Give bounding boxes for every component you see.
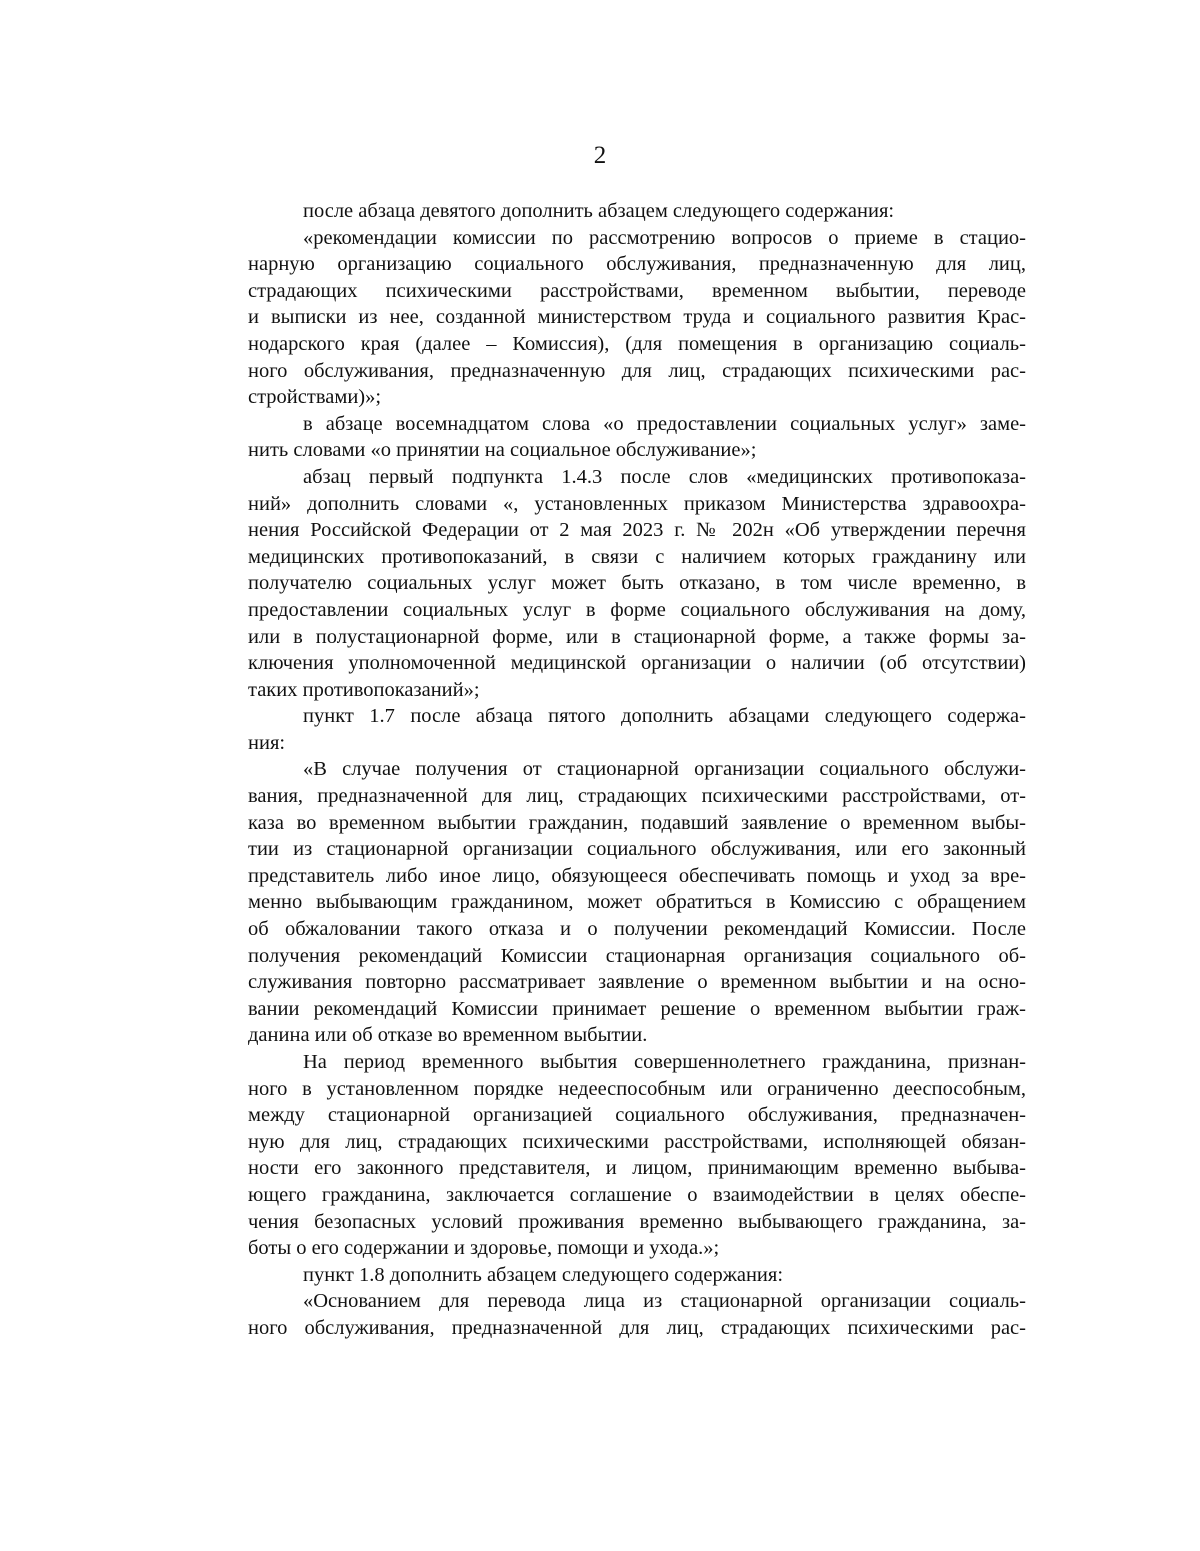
- paragraph: [248, 703, 1026, 756]
- text-line: боты о его содержании и здоровье, помощи и ухода.»;: [248, 1237, 720, 1260]
- paragraph: [248, 1288, 1026, 1341]
- paragraph: [248, 411, 1026, 464]
- text-line: нения Российской Федерации от 2 мая 2023 г. № 202н «Об утверждении перечня: [248, 519, 1026, 542]
- text-line: или в полустационарной форме, или в стационарной форме, а также формы за-: [248, 625, 1026, 648]
- text-line: данина или об отказе во временном выбытии.: [248, 1024, 648, 1047]
- text-line: На период временного выбытия совершеннолетнего гражданина, признан-: [303, 1051, 1026, 1073]
- text-line: ного обслуживания, предназначенной для лиц, страдающих психическими рас-: [248, 1316, 1026, 1339]
- text-line: предоставлении социальных услуг в форме социального обслуживания на дому,: [248, 598, 1026, 621]
- document-body: [248, 198, 1026, 1342]
- text-line: страдающих психическими расстройствами, временном выбытии, переводе: [248, 279, 1026, 302]
- text-line: «Основанием для перевода лица из стационарной организации социаль-: [303, 1290, 1026, 1313]
- text-line: ного обслуживания, предназначенную для лиц, страдающих психическими рас-: [248, 359, 1026, 382]
- page-number: 2: [593, 142, 607, 169]
- text-line: вании рекомендаций Комиссии принимает решение о временном выбытии граж-: [248, 997, 1026, 1020]
- text-line: ний» дополнить словами «, установленных приказом Министерства здравоохра-: [248, 492, 1026, 515]
- text-line: нодарского края (далее – Комиссия), (для помещения в организацию социаль-: [248, 332, 1026, 355]
- text-line: каза во временном выбытии гражданин, подавший заявление о временном выбы-: [248, 811, 1026, 834]
- text-line: между стационарной организацией социального обслуживания, предназначен-: [248, 1104, 1026, 1127]
- text-line: ного в установленном порядке недееспособным или ограниченно дееспособным,: [248, 1077, 1026, 1100]
- text-line: тии из стационарной организации социального обслуживания, или его законный: [248, 838, 1026, 861]
- text-line: после абзаца девятого дополнить абзацем следующего содержания:: [303, 200, 895, 222]
- text-line: об обжаловании такого отказа и о получении рекомендаций Комиссии. После: [248, 918, 1026, 941]
- text-line: представитель либо иное лицо, обязующееся обеспечивать помощь и уход за вре-: [248, 864, 1026, 887]
- text-line: медицинских противопоказаний, в связи с наличием которых гражданину или: [248, 545, 1026, 568]
- text-line: ключения уполномоченной медицинской организации о наличии (об отсутствии): [248, 652, 1026, 675]
- text-line: абзац первый подпункта 1.4.3 после слов «медицинских противопоказа-: [303, 465, 1026, 488]
- text-line: пункт 1.7 после абзаца пятого дополнить абзацами следующего содержа-: [303, 705, 1026, 728]
- paragraph: [248, 464, 1026, 703]
- text-line: получения рекомендаций Комиссии стационарная организация социального об-: [248, 944, 1026, 967]
- paragraph: [248, 225, 1026, 411]
- text-line: служивания повторно рассматривает заявление о временном выбытии и на осно-: [248, 971, 1026, 994]
- text-line: ющего гражданина, заключается соглашение о взаимодействии в целях обеспе-: [248, 1183, 1026, 1206]
- text-line: менно выбывающим гражданином, может обратиться в Комиссию с обращением: [248, 891, 1026, 914]
- text-line: таких противопоказаний»;: [248, 678, 480, 701]
- paragraph: [248, 756, 1026, 1049]
- text-line: получателю социальных услуг может быть отказано, в том числе временно, в: [248, 572, 1026, 595]
- paragraph: [248, 1049, 1026, 1262]
- text-line: «рекомендации комиссии по рассмотрению вопросов о приеме в стацио-: [303, 226, 1026, 249]
- paragraph: [248, 198, 1026, 225]
- text-line: вания, предназначенной для лиц, страдающих психическими расстройствами, от-: [248, 785, 1026, 808]
- text-line: чения безопасных условий проживания временно выбывающего гражданина, за-: [248, 1210, 1026, 1233]
- text-line: пункт 1.8 дополнить абзацем следующего содержания:: [303, 1263, 784, 1286]
- text-line: ния:: [248, 731, 286, 754]
- paragraph: [248, 1262, 1026, 1289]
- text-line: в абзаце восемнадцатом слова «о предоставлении социальных услуг» заме-: [303, 412, 1026, 435]
- text-line: нарную организацию социального обслуживания, предназначенную для лиц,: [248, 253, 1026, 276]
- text-line: нить словами «о принятии на социальное обслуживание»;: [248, 439, 757, 462]
- text-line: «В случае получения от стационарной организации социального обслужи-: [303, 758, 1026, 781]
- text-line: ную для лиц, страдающих психическими расстройствами, исполняющей обязан-: [248, 1130, 1026, 1153]
- text-line: и выписки из нее, созданной министерством труда и социального развития Крас-: [248, 306, 1026, 329]
- text-line: ности его законного представителя, и лицом, принимающим временно выбыва-: [248, 1157, 1026, 1180]
- text-line: стройствами)»;: [248, 386, 382, 409]
